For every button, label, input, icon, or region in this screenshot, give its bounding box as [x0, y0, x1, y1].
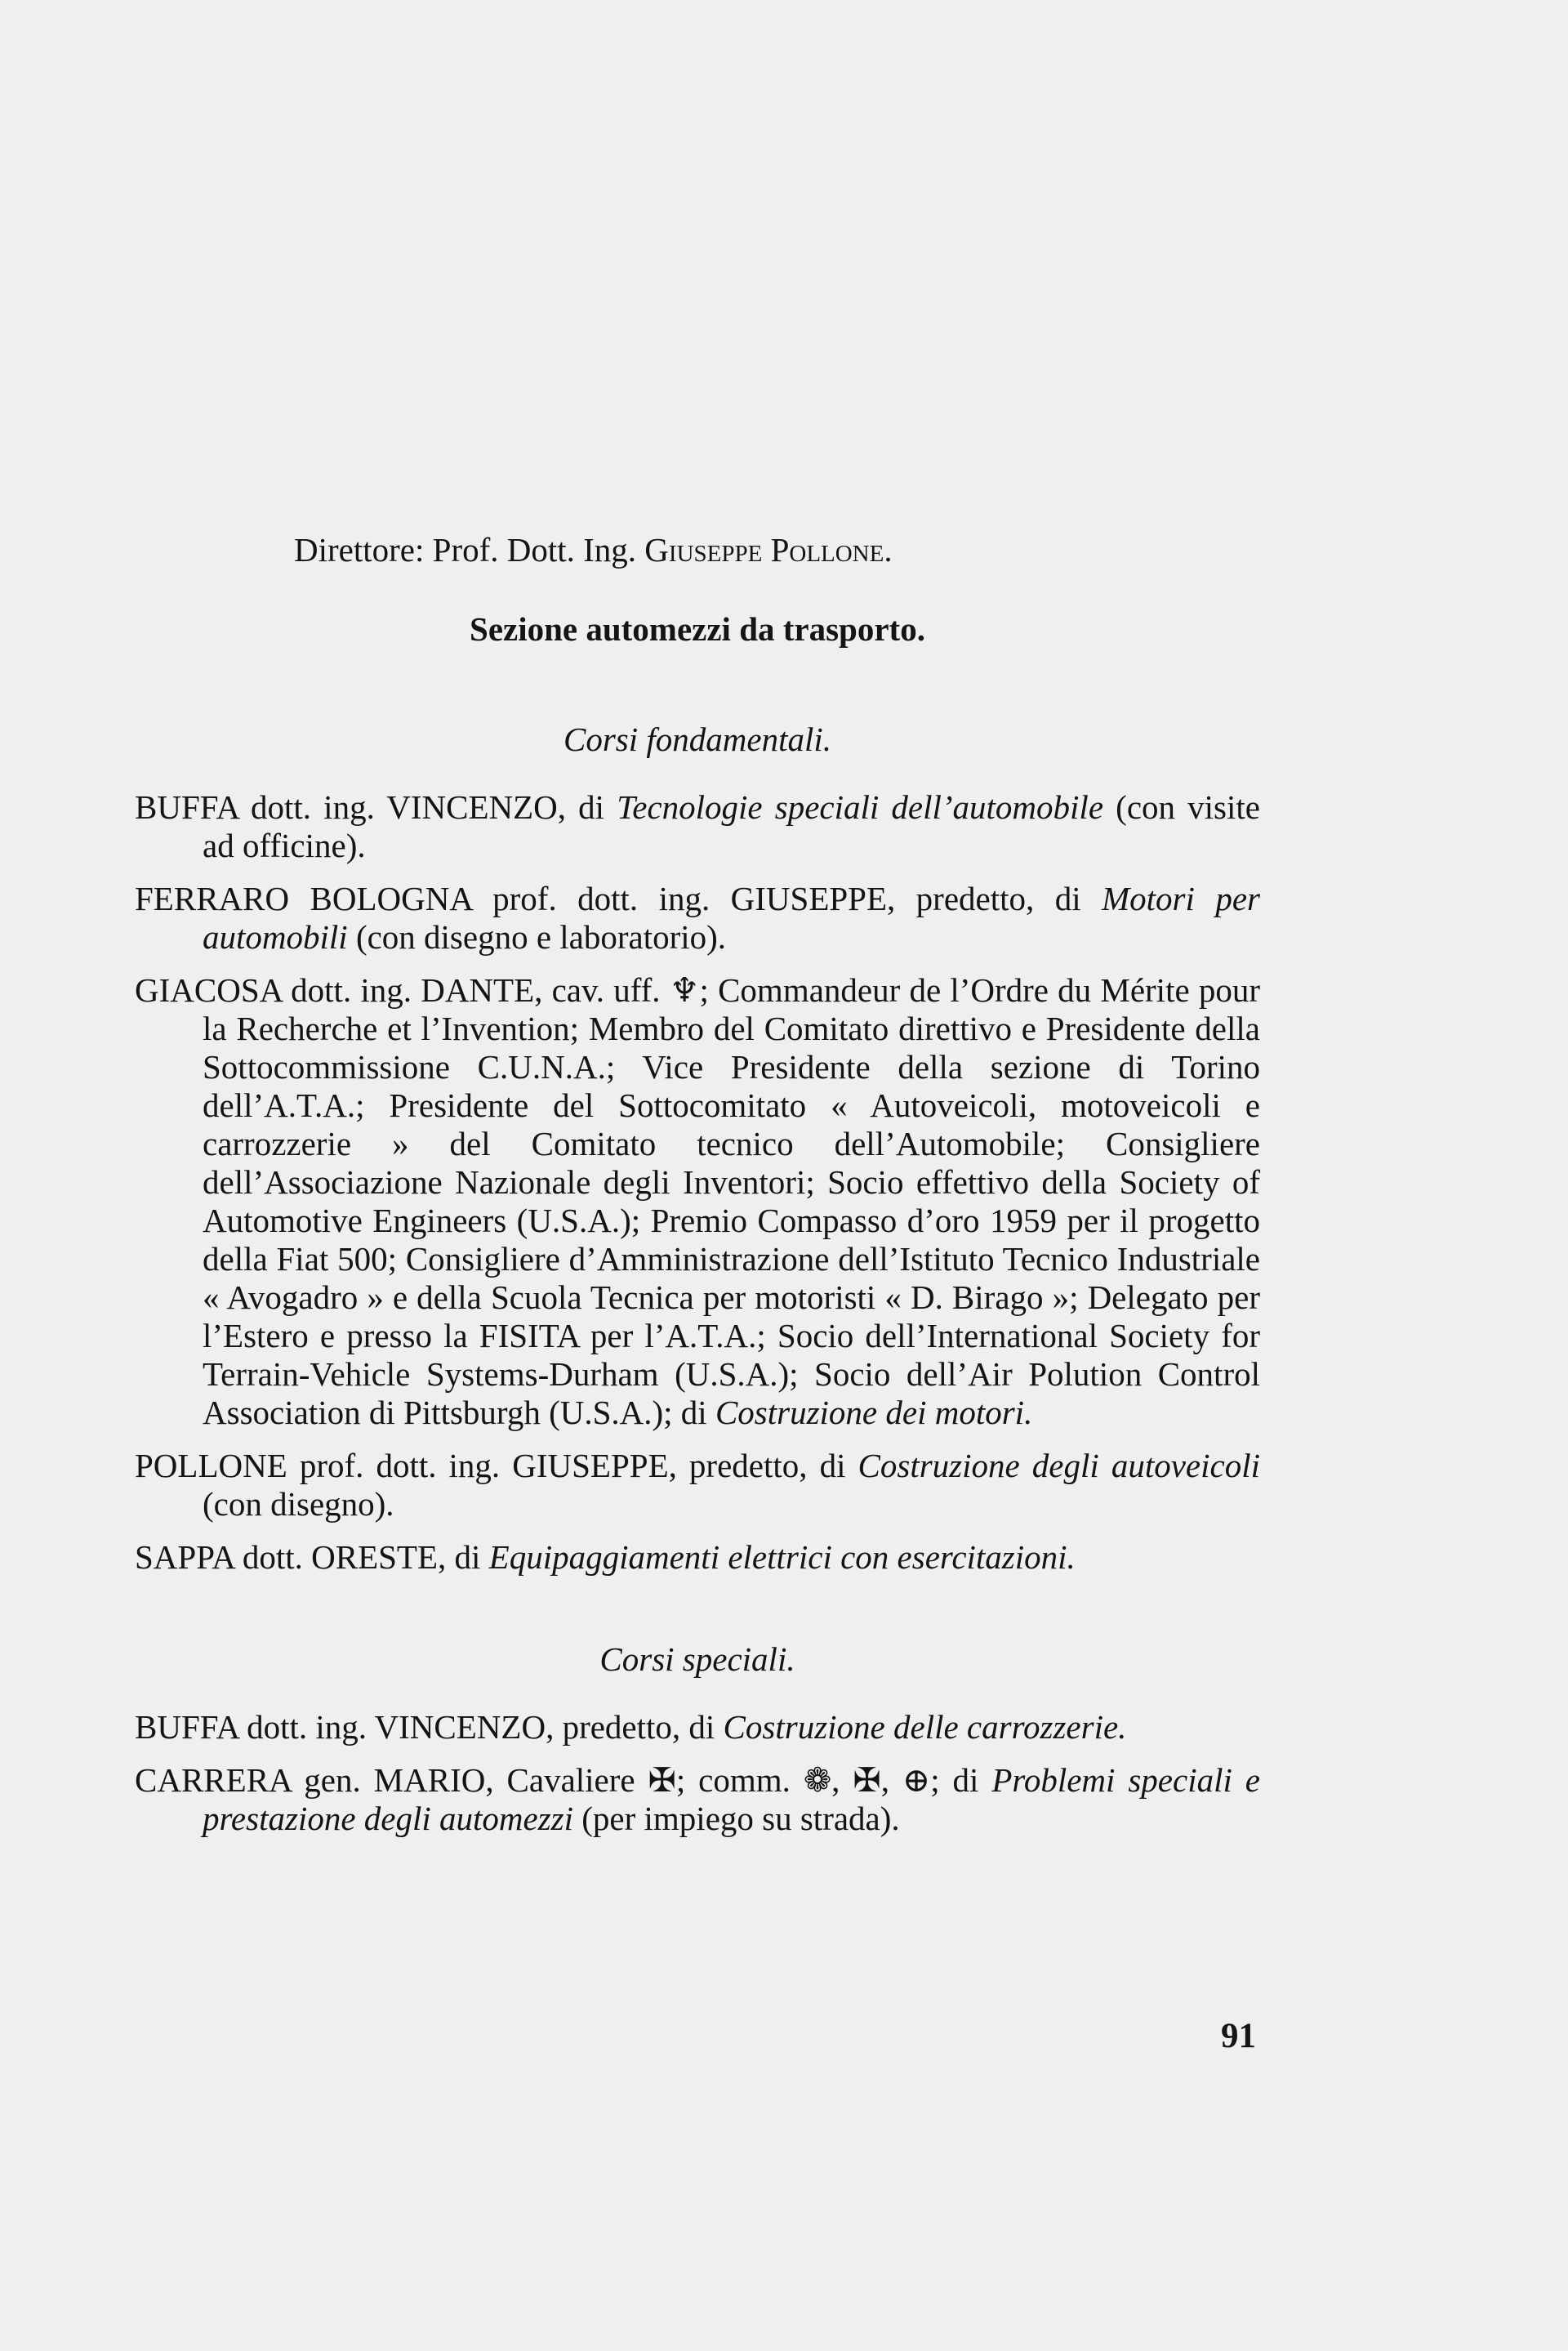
section-title: Sezione automezzi da trasporto. [470, 610, 925, 648]
spacer [135, 1591, 1260, 1640]
entry-buffa-special: BUFFA dott. ing. VINCENZO, predetto, di Costruzione delle carrozzerie. [135, 1708, 1127, 1746]
entry-ferraro-bologna: FERRARO BOLOGNA prof. dott. ing. GIUSEPPE, predetto, di Motori per automobili (con disegno e laboratorio). [135, 880, 1260, 956]
entry-pollone: POLLONE prof. dott. ing. GIUSEPPE, predetto, di Costruzione degli autoveicoli (con disegno). [135, 1447, 1260, 1523]
text-column [135, 531, 1260, 1853]
director-line [135, 531, 1260, 569]
fundamental-courses-heading: Corsi fondamentali. [563, 720, 832, 758]
entry-sappa: SAPPA dott. ORESTE, di Equipaggiamenti elettrici con esercitazioni. [135, 1538, 1076, 1576]
entry-giacosa: GIACOSA dott. ing. DANTE, cav. uff. ♆; Commandeur de l’Ordre du Mérite pour la Recherche et l’Invention; Membro del Comitato direttivo e Presidente della Sottocommissione C.U.N.A.; Vice Presidente della sezione di Torino dell’A.T.A.; Presidente del Sottocomitato « Autoveicoli, motoveicoli e carrozzerie » del Comitato tecnico dell’Automobile; Consigliere dell’Associazione Nazionale degli Inventori; Socio effettivo della Society of Automotive Engineers (U.S.A.); Premio Compasso d’oro 1959 per il progetto della Fiat 500; Consigliere d’Amministrazione dell’Istituto Tecnico Industriale « Avogadro » e della Scuola Tecnica per motoristi « D. Birago »; Delegato per l’Estero e presso la FISITA per l’A.T.A.; Socio dell’International Society for Terrain-Vehicle Systems-Durham (U.S.A.); Socio dell’Air Polution Control Association di Pittsburgh (U.S.A.); di Costruzione dei motori. [135, 971, 1260, 1431]
director-name: Giuseppe Pollone. [644, 531, 893, 569]
page-number: 91 [1221, 2017, 1256, 2055]
director-title: Prof. Dott. Ing. [432, 531, 637, 569]
special-courses-heading: Corsi speciali. [599, 1640, 795, 1678]
entry-carrera: CARRERA gen. MARIO, Cavaliere ✠; comm. ❁, ✠, ⊕; di Problemi speciali e prestazione degli automezzi (per impiego su strada). [135, 1761, 1260, 1837]
entry-buffa: BUFFA dott. ing. VINCENZO, di Tecnologie speciali dell’automobile (con visite ad officine). [135, 788, 1260, 864]
director-label: Direttore: [294, 531, 425, 569]
